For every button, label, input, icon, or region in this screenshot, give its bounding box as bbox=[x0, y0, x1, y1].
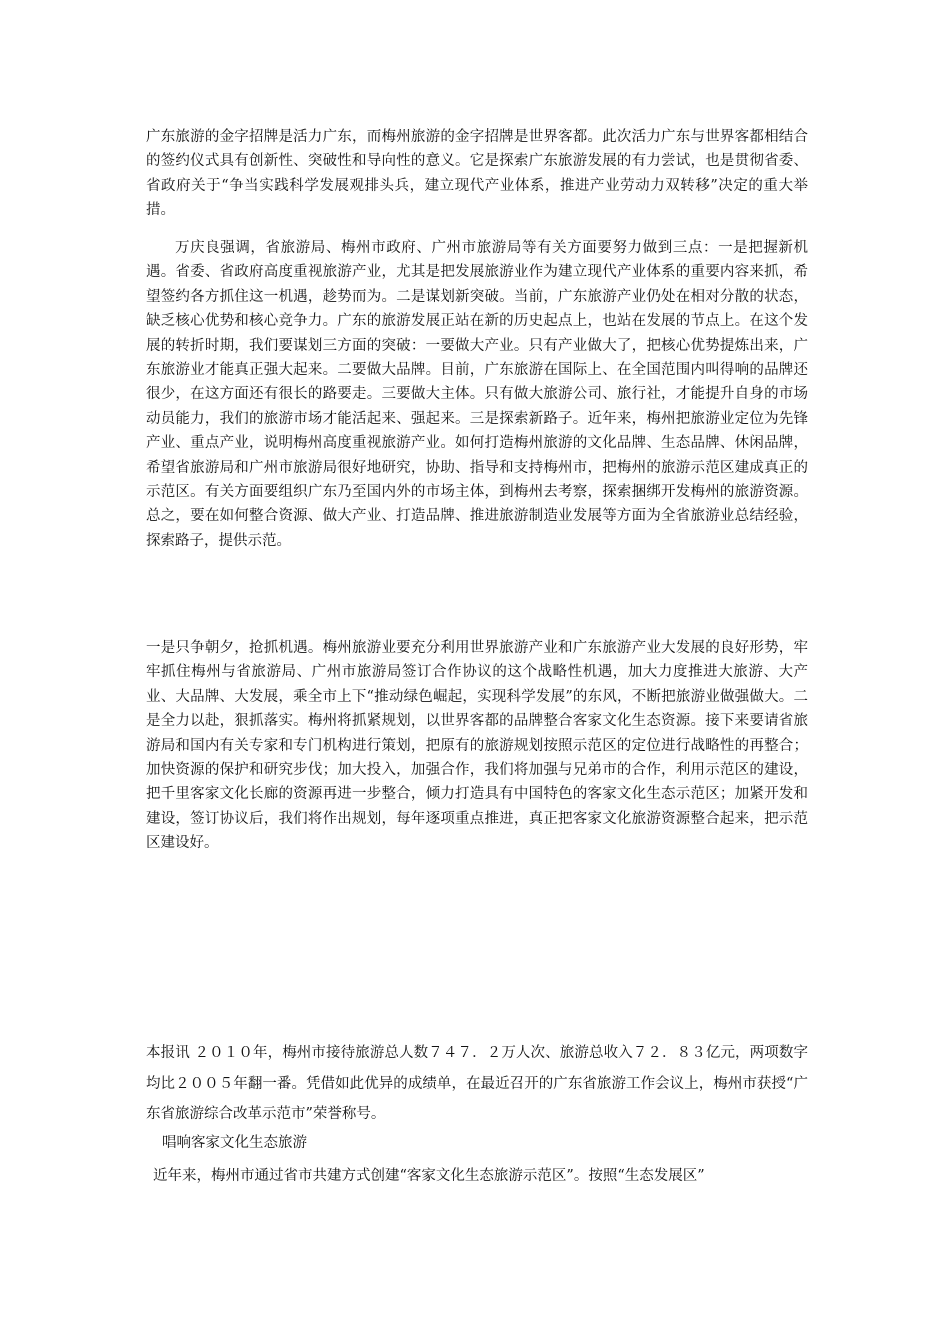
paragraph-seize-opportunity: 一是只争朝夕，抢抓机遇。梅州旅游业要充分利用世界旅游产业和广东旅游产业大发展的良好形势，牢牢抓住梅州与省旅游局、广州市旅游局签订合作协议的这个战略性机遇，加大力度推进大旅游、大产业、大品牌、大发展，乘全市上下“推动绿色崛起，实现科学发展”的东风，不断把旅游业做强做大。二是全力以赴，狠抓落实。梅州将抓紧规划，以世界客都的品牌整合客家文化生态资源。接下来要请省旅游局和国内有关专家和专门机构进行策划，把原有的旅游规划按照示范区的定位进行战略性的再整合；加快资源的保护和研究步伐；加大投入，加强合作，我们将加强与兄弟市的合作，利用示范区的建设，把千里客家文化长廊的资源再进一步整合，倾力打造具有中国特色的客家文化生态示范区；加紧开发和建设，签订协议后，我们将作出规划，每年逐项重点推进，真正把客家文化旅游资源整合起来，把示范区建设好。 bbox=[146, 640, 808, 852]
paragraph-three-points: 万庆良强调，省旅游局、梅州市政府、广州市旅游局等有关方面要努力做到三点：一是把握新机遇。省委、省政府高度重视旅游产业，尤其是把发展旅游业作为建立现代产业体系的重要内容来抓，希望签约各方抓住这一机遇，趁势而为。二是谋划新突破。当前，广东旅游产业仍处在相对分散的状态，缺乏核心优势和核心竞争力。广东的旅游发展正站在新的历史起点上，也站在发展的节点上。在这个发展的转折时期，我们要谋划三方面的突破：一要做大产业。只有产业做大了，把核心优势提炼出来，广东旅游业才能真正强大起来。二要做大品牌。目前，广东旅游在国际上、在全国范围内叫得响的品牌还很少，在这方面还有很长的路要走。三要做大主体。只有做大旅游公司、旅行社，才能提升自身的市场动员能力，我们的旅游市场才能活起来、强起来。三是探索新路子。近年来，梅州把旅游业定位为先锋产业、重点产业，说明梅州高度重视旅游产业。如何打造梅州旅游的文化品牌、生态品牌、休闲品牌，希望省旅游局和广州市旅游局很好地研究，协助、指导和支持梅州市，把梅州的旅游示范区建成真正的示范区。有关方面要组织广东乃至国内外的市场主体，到梅州去考察，探索捆绑开发梅州的旅游资源。总之，要在如何整合资源、做大产业、打造品牌、推进旅游制造业发展等方面为全省旅游业总结经验，探索路子，提供示范。 bbox=[146, 240, 808, 549]
paragraph-golden-brand: 广东旅游的金字招牌是活力广东，而梅州旅游的金字招牌是世界客都。此次活力广东与世界客都相结合的签约仪式具有创新性、突破性和导向性的意义。它是探索广东旅游发展的有力尝试，也是贯彻省委、省政府关于“争当实践科学发展观排头兵，建立现代产业体系，推进产业劳动力双转移”决定的重大举措。 bbox=[146, 129, 808, 219]
paragraph-news-report: 本报讯 ２０１０年，梅州市接待旅游总人数７４７．２万人次、旅游总收入７２．８３亿元，两项数字均比２００５年翻一番。凭借如此优异的成绩单，在最近召开的广东省旅游工作会议上，梅州市获授“广东省旅游综合改革示范市”荣誉称号。 bbox=[146, 1045, 808, 1122]
section-heading: 唱响客家文化生态旅游 bbox=[162, 1135, 307, 1151]
paragraph-eco-tourism: 近年来，梅州市通过省市共建方式创建“客家文化生态旅游示范区”。按照“生态发展区” bbox=[153, 1168, 705, 1184]
